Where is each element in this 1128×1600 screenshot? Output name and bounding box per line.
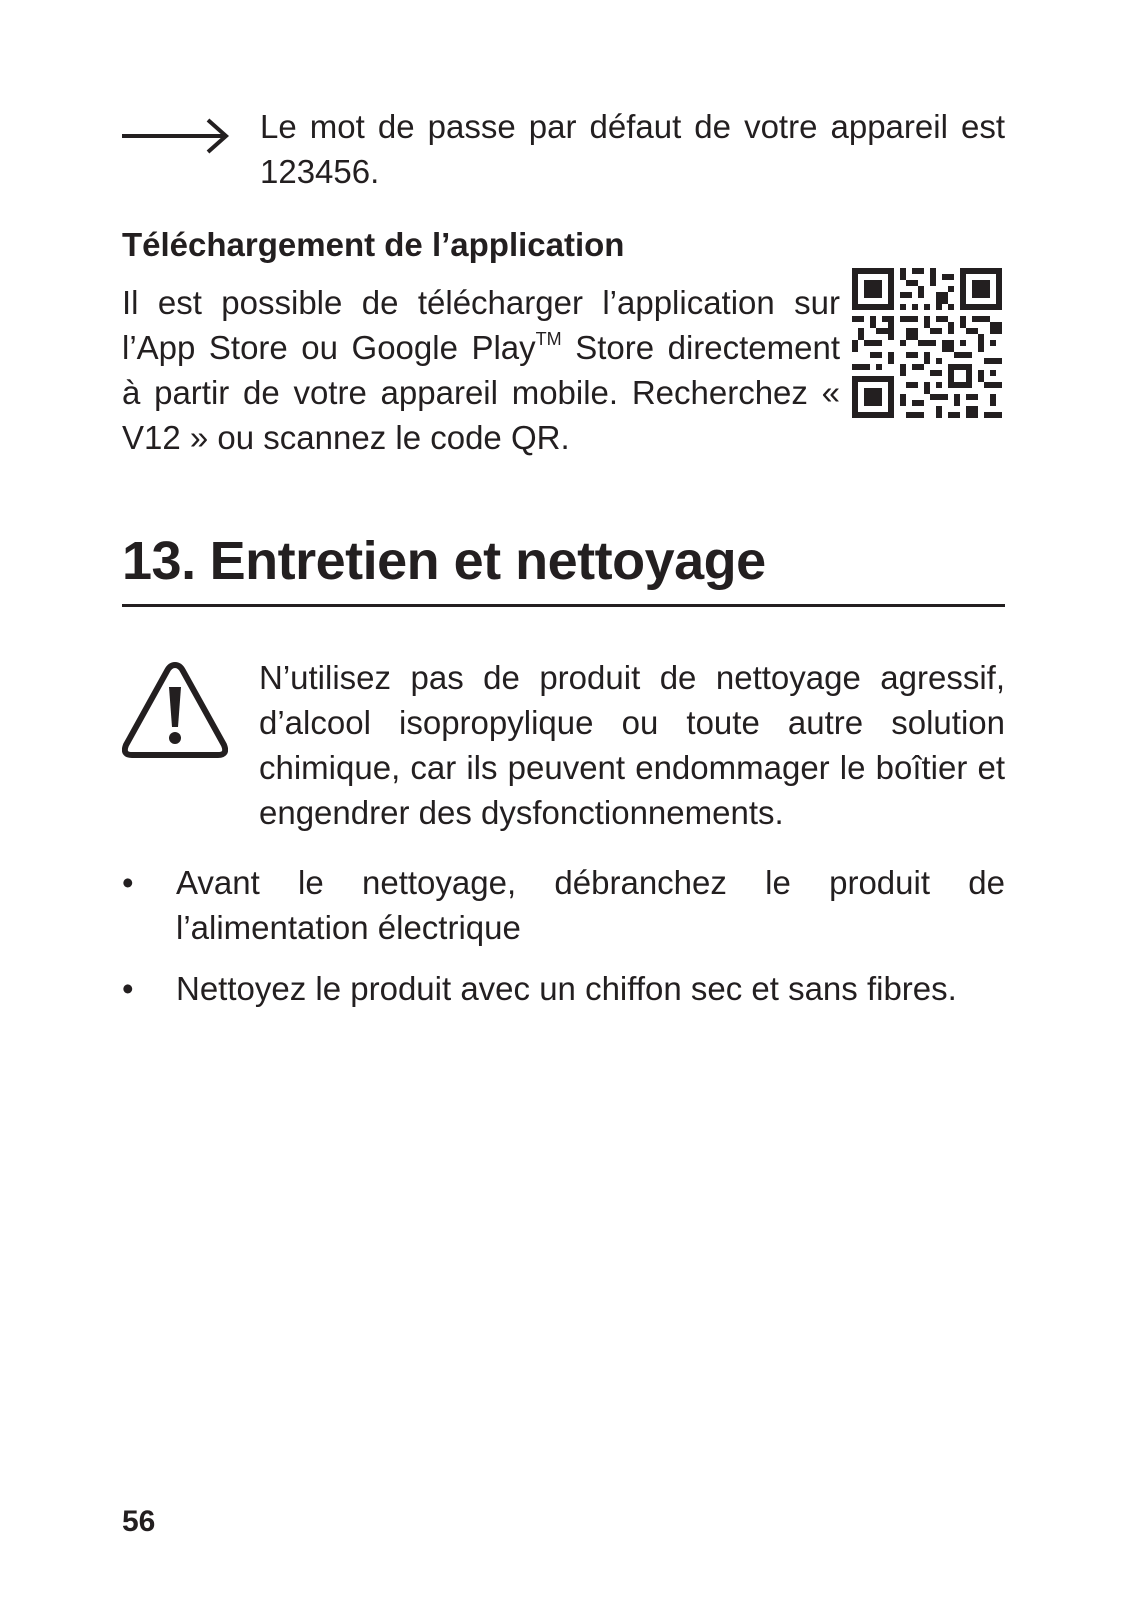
list-item-text: Nettoyez le produit avec un chiffon sec et sans fibres. [176,970,957,1007]
app-download-heading: Téléchargement de l’application [122,226,625,263]
section-title [122,530,766,592]
qr-code-icon[interactable] [852,268,1002,418]
trademark-mark: TM [535,329,562,349]
list-item [122,860,1005,950]
app-download-text [122,280,840,460]
bullet-marker: • [122,864,134,901]
warning-text: N’utilisez pas de produit de nettoyage agressif, d’alcool isopropylique ou toute autre solution chimique, car ils peuvent endommager le boîtier et engendrer des dysfonctionnements. [259,659,1005,831]
section-number: 13. [122,531,196,591]
section-divider [122,604,1005,607]
cleaning-instructions-list [122,860,1005,1027]
app-download-text-part2: Store directement à partir de votre appareil mobile. Recherchez « V12 » ou scannez le code QR. [122,329,841,456]
password-note-text: Le mot de passe par défaut de votre appareil est 123456. [260,108,1005,190]
app-download-text-part1: Il est possible de télécharger l’application sur l’App Store ou Google Play [122,284,840,366]
list-item-text: Avant le nettoyage, débranchez le produit de l’alimentation électrique [176,864,1005,946]
warning-triangle-icon [122,661,228,761]
section-title-text: Entretien et nettoyage [209,531,766,591]
bullet-marker: • [122,970,134,1007]
page-number: 56 [122,1505,156,1538]
list-item [122,966,1005,1011]
arrow-right-icon [122,116,232,156]
